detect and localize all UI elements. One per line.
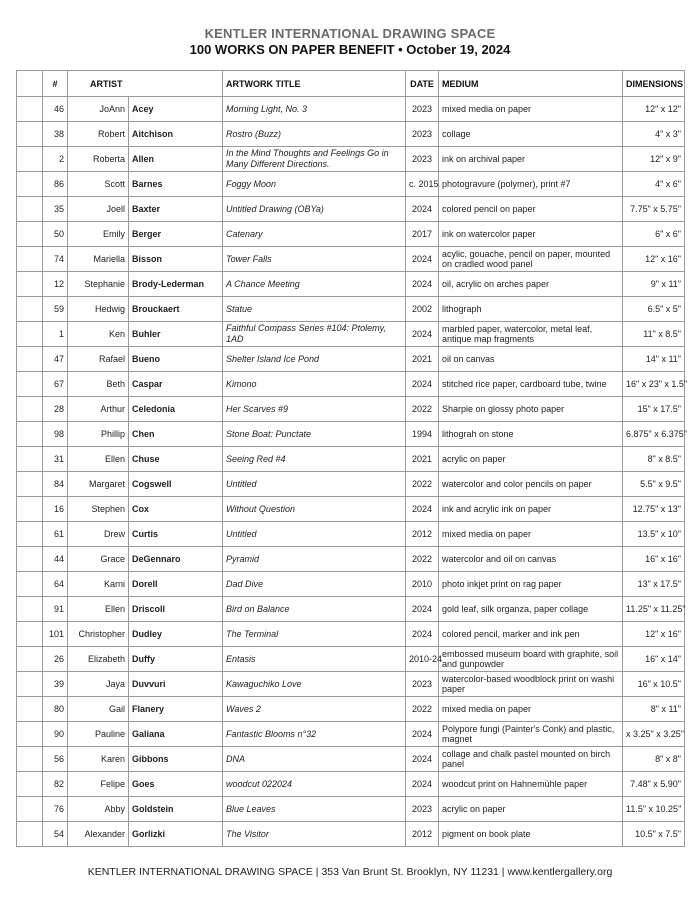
artwork-date: 2010-24 (406, 647, 439, 672)
artist-last-name: Allen (129, 147, 223, 172)
artwork-dimensions: 16" x 16" (623, 547, 685, 572)
artist-last-name: Cox (129, 497, 223, 522)
artwork-medium: ink and acrylic ink on paper (439, 497, 623, 522)
artwork-medium: watercolor and oil on canvas (439, 547, 623, 572)
table-row (17, 222, 685, 247)
artwork-dimensions: 8" x 8.5" (623, 447, 685, 472)
artwork-medium: marbled paper, watercolor, metal leaf, antique map fragments (439, 322, 623, 347)
blank-header (17, 71, 43, 97)
artwork-medium: mixed media on paper (439, 97, 623, 122)
artwork-number: 84 (43, 472, 68, 497)
blank-cell (17, 472, 43, 497)
artwork-date: 2017 (406, 222, 439, 247)
artist-first-name: Pauline (68, 722, 129, 747)
artwork-number: 35 (43, 197, 68, 222)
artwork-date: 2024 (406, 247, 439, 272)
blank-cell (17, 697, 43, 722)
artwork-title: Statue (223, 297, 406, 322)
artwork-date: 2024 (406, 722, 439, 747)
artwork-title: Untitled Drawing (OBYa) (223, 197, 406, 222)
artwork-number: 54 (43, 822, 68, 847)
artist-first-name: Arthur (68, 397, 129, 422)
artist-first-name: Grace (68, 547, 129, 572)
blank-cell (17, 197, 43, 222)
artwork-number: 64 (43, 572, 68, 597)
blank-cell (17, 797, 43, 822)
table-row (17, 647, 685, 672)
artwork-date: 2024 (406, 322, 439, 347)
artist-last-name: Buhler (129, 322, 223, 347)
artwork-dimensions: 11" x 8.5" (623, 322, 685, 347)
artwork-title: Catenary (223, 222, 406, 247)
blank-cell (17, 547, 43, 572)
table-row (17, 422, 685, 447)
artwork-medium: colored pencil on paper (439, 197, 623, 222)
artwork-number: 74 (43, 247, 68, 272)
artwork-title: In the Mind Thoughts and Feelings Go in Many Different Directions. (223, 147, 406, 172)
table-row (17, 622, 685, 647)
artwork-dimensions: 6" x 6" (623, 222, 685, 247)
blank-cell (17, 572, 43, 597)
table-row (17, 672, 685, 697)
artwork-date: 2024 (406, 622, 439, 647)
artwork-dimensions: 6.875" x 6.375" (623, 422, 685, 447)
artwork-medium: pigment on book plate (439, 822, 623, 847)
artwork-number: 39 (43, 672, 68, 697)
artist-first-name: Karen (68, 747, 129, 772)
blank-cell (17, 247, 43, 272)
artist-first-name: Drew (68, 522, 129, 547)
artwork-title: Seeing Red #4 (223, 447, 406, 472)
blank-cell (17, 497, 43, 522)
table-row (17, 322, 685, 347)
artwork-number: 82 (43, 772, 68, 797)
table-row (17, 447, 685, 472)
artwork-title: Blue Leaves (223, 797, 406, 822)
table-row (17, 747, 685, 772)
artist-last-name: Bisson (129, 247, 223, 272)
artist-last-name: Dorell (129, 572, 223, 597)
artist-last-name: Berger (129, 222, 223, 247)
artist-first-name: Margaret (68, 472, 129, 497)
artwork-dimensions: 4" x 6" (623, 172, 685, 197)
artwork-dimensions: 12" x 16" (623, 247, 685, 272)
artwork-date: 2022 (406, 697, 439, 722)
blank-cell (17, 372, 43, 397)
table-row (17, 272, 685, 297)
artist-first-name: Roberta (68, 147, 129, 172)
artwork-date: 2024 (406, 772, 439, 797)
artwork-date: 2021 (406, 447, 439, 472)
table-row (17, 597, 685, 622)
artwork-dimensions: 8" x 8" (623, 747, 685, 772)
artwork-title: Shelter Island Ice Pond (223, 347, 406, 372)
table-row (17, 697, 685, 722)
artwork-dimensions: 12" x 16" (623, 622, 685, 647)
artist-first-name: JoAnn (68, 97, 129, 122)
blank-cell (17, 747, 43, 772)
artist-last-name: Galiana (129, 722, 223, 747)
table-row (17, 147, 685, 172)
artwork-medium: colored pencil, marker and ink pen (439, 622, 623, 647)
artist-last-name: Bueno (129, 347, 223, 372)
artwork-dimensions: 16" x 10.5" (623, 672, 685, 697)
artist-first-name: Joell (68, 197, 129, 222)
artwork-title: Untitled (223, 522, 406, 547)
artwork-dimensions: 4" x 3" (623, 122, 685, 147)
artwork-number: 1 (43, 322, 68, 347)
artwork-title: Waves 2 (223, 697, 406, 722)
artist-first-name: Jaya (68, 672, 129, 697)
document-subtitle: 100 WORKS ON PAPER BENEFIT • October 19, 2024 (189, 42, 511, 57)
table-row (17, 247, 685, 272)
blank-cell (17, 272, 43, 297)
artwork-date: 2012 (406, 822, 439, 847)
artist-header: ARTIST (68, 71, 223, 97)
artwork-medium: photogravure (polymer), print #7 (439, 172, 623, 197)
blank-cell (17, 222, 43, 247)
table-row (17, 522, 685, 547)
artwork-date: 2023 (406, 672, 439, 697)
artwork-medium: gold leaf, silk organza, paper collage (439, 597, 623, 622)
artist-first-name: Scott (68, 172, 129, 197)
artwork-date: 2023 (406, 147, 439, 172)
artist-last-name: Brouckaert (129, 297, 223, 322)
artwork-medium: lithograph (439, 297, 623, 322)
artwork-title: Stone Boat: Punctate (223, 422, 406, 447)
artist-first-name: Alexander (68, 822, 129, 847)
artwork-title: DNA (223, 747, 406, 772)
table-row (17, 722, 685, 747)
artwork-dimensions: 11.25" x 11.25" (623, 597, 685, 622)
artwork-medium: ink on archival paper (439, 147, 623, 172)
artwork-number: 98 (43, 422, 68, 447)
footer-address: KENTLER INTERNATIONAL DRAWING SPACE | 353 Van Brunt St. Brooklyn, NY 11231 | www.kentlergallery.org (87, 866, 613, 878)
blank-cell (17, 522, 43, 547)
artist-last-name: Caspar (129, 372, 223, 397)
artwork-medium: acylic, gouache, pencil on paper, mounted on cradled wood panel (439, 247, 623, 272)
works-table (16, 70, 688, 847)
table-row (17, 122, 685, 147)
artwork-title: Morning Light, No. 3 (223, 97, 406, 122)
artwork-medium: collage and chalk pastel mounted on birch panel (439, 747, 623, 772)
artwork-title: Pyramid (223, 547, 406, 572)
artwork-number: 47 (43, 347, 68, 372)
table-row (17, 197, 685, 222)
artwork-medium: oil, acrylic on arches paper (439, 272, 623, 297)
artwork-number: 80 (43, 697, 68, 722)
artist-last-name: Curtis (129, 522, 223, 547)
artwork-date: 2012 (406, 522, 439, 547)
artwork-number: 91 (43, 597, 68, 622)
artwork-number: 76 (43, 797, 68, 822)
artist-first-name: Gail (68, 697, 129, 722)
num-header: # (43, 71, 68, 97)
artist-last-name: Brody-Lederman (129, 272, 223, 297)
artist-last-name: Gorlizki (129, 822, 223, 847)
artwork-date: 2024 (406, 497, 439, 522)
artwork-date: 2023 (406, 122, 439, 147)
artwork-title: Faithful Compass Series #104: Ptolemy, 1AD (223, 322, 406, 347)
artwork-title: Tower Falls (223, 247, 406, 272)
blank-cell (17, 822, 43, 847)
artwork-number: 90 (43, 722, 68, 747)
artwork-dimensions: 9" x 11" (623, 272, 685, 297)
artwork-number: 2 (43, 147, 68, 172)
blank-cell (17, 172, 43, 197)
blank-cell (17, 347, 43, 372)
artist-last-name: Chen (129, 422, 223, 447)
artist-first-name: Stephanie (68, 272, 129, 297)
artwork-medium: acrylic on paper (439, 447, 623, 472)
artwork-date: 2021 (406, 347, 439, 372)
artwork-number: 46 (43, 97, 68, 122)
artwork-number: 86 (43, 172, 68, 197)
artwork-medium: collage (439, 122, 623, 147)
artist-first-name: Hedwig (68, 297, 129, 322)
artwork-medium: Polypore fungi (Painter's Conk) and plastic, magnet (439, 722, 623, 747)
artwork-title: Rostro (Buzz) (223, 122, 406, 147)
artist-last-name: Baxter (129, 197, 223, 222)
artwork-medium: Sharpie on glossy photo paper (439, 397, 623, 422)
table-row (17, 172, 685, 197)
artwork-title: Fantastic Blooms n°32 (223, 722, 406, 747)
artwork-medium: stitched rice paper, cardboard tube, twine (439, 372, 623, 397)
blank-cell (17, 672, 43, 697)
artwork-dimensions: 6.5" x 5" (623, 297, 685, 322)
artwork-date: 2024 (406, 272, 439, 297)
artwork-title: The Visitor (223, 822, 406, 847)
artwork-number: 44 (43, 547, 68, 572)
artwork-medium: photo inkjet print on rag paper (439, 572, 623, 597)
artwork-title: Bird on Balance (223, 597, 406, 622)
artist-last-name: Goldstein (129, 797, 223, 822)
artwork-date: 2024 (406, 372, 439, 397)
artwork-date: 2024 (406, 597, 439, 622)
artwork-date: c. 2015 (406, 172, 439, 197)
table-row (17, 97, 685, 122)
artwork-title: Kawaguchiko Love (223, 672, 406, 697)
artwork-title: Dad Dive (223, 572, 406, 597)
artwork-date: 2022 (406, 472, 439, 497)
artwork-number: 101 (43, 622, 68, 647)
artist-first-name: Phillip (68, 422, 129, 447)
artwork-medium: mixed media on paper (439, 522, 623, 547)
artwork-dimensions: 7.75" x 5.75" (623, 197, 685, 222)
artwork-medium: embossed museum board with graphite, soil and gunpowder (439, 647, 623, 672)
artist-last-name: Barnes (129, 172, 223, 197)
artwork-dimensions: 10.5" x 7.5" (623, 822, 685, 847)
table-header-row (17, 71, 685, 97)
artist-last-name: Driscoll (129, 597, 223, 622)
artwork-title: The Terminal (223, 622, 406, 647)
blank-cell (17, 97, 43, 122)
artwork-dimensions: 12" x 12" (623, 97, 685, 122)
artist-last-name: Cogswell (129, 472, 223, 497)
artwork-medium: oil on canvas (439, 347, 623, 372)
artwork-dimensions: 8" x 11" (623, 697, 685, 722)
artist-last-name: Goes (129, 772, 223, 797)
artist-first-name: Abby (68, 797, 129, 822)
artist-last-name: Acey (129, 97, 223, 122)
blank-cell (17, 447, 43, 472)
artwork-dimensions: 15" x 17.5" (623, 397, 685, 422)
artwork-medium: acrylic on paper (439, 797, 623, 822)
dimensions-header: DIMENSIONS (623, 71, 685, 97)
blank-cell (17, 147, 43, 172)
table-row (17, 297, 685, 322)
artwork-number: 50 (43, 222, 68, 247)
artwork-title: Entasis (223, 647, 406, 672)
table-row (17, 822, 685, 847)
blank-cell (17, 597, 43, 622)
table-row (17, 547, 685, 572)
artwork-dimensions: 16" x 23" x 1.5" (623, 372, 685, 397)
artist-first-name: Felipe (68, 772, 129, 797)
blank-cell (17, 647, 43, 672)
artwork-number: 56 (43, 747, 68, 772)
artist-first-name: Beth (68, 372, 129, 397)
blank-cell (17, 622, 43, 647)
artist-last-name: Celedonia (129, 397, 223, 422)
document-title: KENTLER INTERNATIONAL DRAWING SPACE (204, 26, 496, 41)
artist-first-name: Rafael (68, 347, 129, 372)
blank-cell (17, 397, 43, 422)
blank-cell (17, 422, 43, 447)
title-header: ARTWORK TITLE (223, 71, 406, 97)
artist-last-name: Aitchison (129, 122, 223, 147)
artwork-dimensions: x 3.25" x 3.25" (623, 722, 685, 747)
artwork-dimensions: 13.5" x 10" (623, 522, 685, 547)
artist-first-name: Mariella (68, 247, 129, 272)
artist-last-name: Duffy (129, 647, 223, 672)
artwork-medium: watercolor and color pencils on paper (439, 472, 623, 497)
artist-last-name: Gibbons (129, 747, 223, 772)
artwork-number: 31 (43, 447, 68, 472)
artwork-dimensions: 13" x 17.5" (623, 572, 685, 597)
table-row (17, 772, 685, 797)
artwork-title: Kimono (223, 372, 406, 397)
artwork-title: Without Question (223, 497, 406, 522)
artwork-title: Foggy Moon (223, 172, 406, 197)
artwork-title: Her Scarves #9 (223, 397, 406, 422)
artwork-dimensions: 12" x 9" (623, 147, 685, 172)
artwork-dimensions: 14" x 11" (623, 347, 685, 372)
artwork-dimensions: 7.48" x 5.90" (623, 772, 685, 797)
artwork-number: 61 (43, 522, 68, 547)
artist-last-name: Dudley (129, 622, 223, 647)
artist-first-name: Stephen (68, 497, 129, 522)
artwork-number: 16 (43, 497, 68, 522)
artwork-medium: watercolor-based woodblock print on washi paper (439, 672, 623, 697)
artwork-number: 28 (43, 397, 68, 422)
date-header: DATE (406, 71, 439, 97)
artwork-dimensions: 16" x 14" (623, 647, 685, 672)
artwork-dimensions: 5.5" x 9.5" (623, 472, 685, 497)
artwork-medium: lithograh on stone (439, 422, 623, 447)
artwork-number: 67 (43, 372, 68, 397)
artwork-date: 2022 (406, 547, 439, 572)
artist-first-name: Emily (68, 222, 129, 247)
artist-first-name: Christopher (68, 622, 129, 647)
table-row (17, 347, 685, 372)
table-row (17, 397, 685, 422)
artwork-date: 2023 (406, 97, 439, 122)
artwork-date: 1994 (406, 422, 439, 447)
medium-header: MEDIUM (439, 71, 623, 97)
artwork-date: 2024 (406, 747, 439, 772)
artist-first-name: Ellen (68, 597, 129, 622)
blank-cell (17, 122, 43, 147)
artwork-number: 26 (43, 647, 68, 672)
artist-first-name: Karni (68, 572, 129, 597)
artist-last-name: Chuse (129, 447, 223, 472)
artwork-date: 2024 (406, 197, 439, 222)
artist-last-name: DeGennaro (129, 547, 223, 572)
blank-cell (17, 322, 43, 347)
artwork-date: 2023 (406, 797, 439, 822)
table-row (17, 797, 685, 822)
table-row (17, 372, 685, 397)
table-row (17, 497, 685, 522)
artwork-date: 2022 (406, 397, 439, 422)
blank-cell (17, 722, 43, 747)
artist-first-name: Elizabeth (68, 647, 129, 672)
artwork-medium: woodcut print on Hahnemühle paper (439, 772, 623, 797)
artwork-dimensions: 12.75" x 13" (623, 497, 685, 522)
artwork-number: 59 (43, 297, 68, 322)
artwork-number: 38 (43, 122, 68, 147)
table-row (17, 472, 685, 497)
artwork-title: Untitled (223, 472, 406, 497)
blank-cell (17, 297, 43, 322)
artwork-dimensions: 11.5" x 10.25" (623, 797, 685, 822)
artist-first-name: Ken (68, 322, 129, 347)
artwork-medium: mixed media on paper (439, 697, 623, 722)
artwork-medium: ink on watercolor paper (439, 222, 623, 247)
artist-first-name: Robert (68, 122, 129, 147)
artist-first-name: Ellen (68, 447, 129, 472)
blank-cell (17, 772, 43, 797)
artist-last-name: Duvvuri (129, 672, 223, 697)
artwork-date: 2010 (406, 572, 439, 597)
artwork-number: 12 (43, 272, 68, 297)
artist-last-name: Flanery (129, 697, 223, 722)
artwork-date: 2002 (406, 297, 439, 322)
artwork-title: woodcut 022024 (223, 772, 406, 797)
table-row (17, 572, 685, 597)
artwork-title: A Chance Meeting (223, 272, 406, 297)
